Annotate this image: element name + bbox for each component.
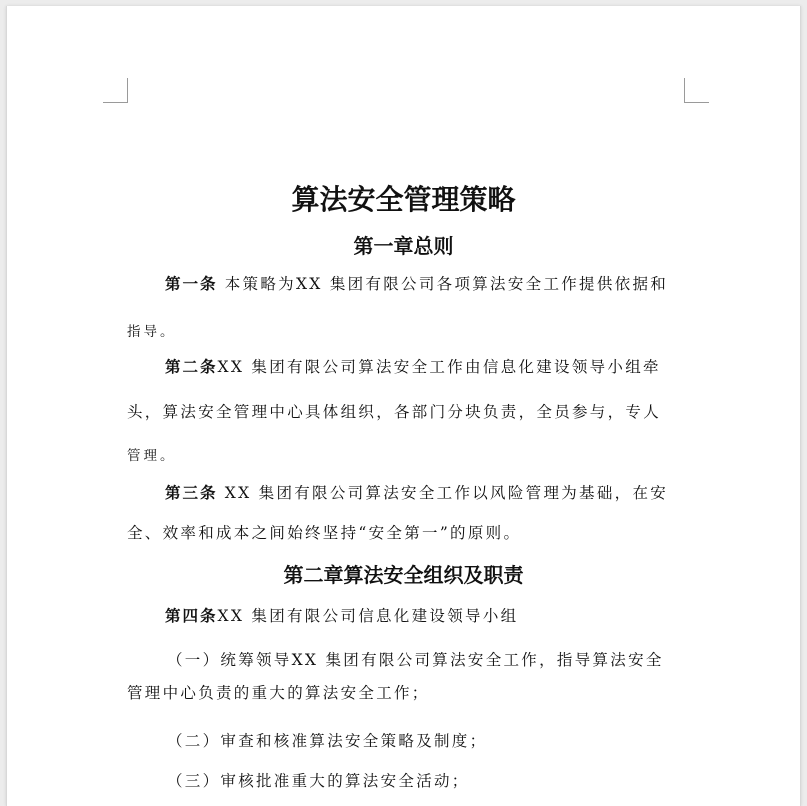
article-2-line-1: 第二条XX 集团有限公司算法安全工作由信息化建设领导小组牵 xyxy=(165,357,661,376)
document-title: 算法安全管理策略 xyxy=(291,183,516,216)
article-3-label: 第三条 xyxy=(165,483,218,502)
document-page xyxy=(6,6,801,806)
article-1-line-1: 第一条 本策略为XX 集团有限公司各项算法安全工作提供依据和 xyxy=(165,274,669,293)
article-1-line-2: 指导。 xyxy=(127,324,177,340)
item-1-line-2: 管理中心负责的重大的算法安全工作； xyxy=(127,684,430,702)
chapter-2-heading: 第二章算法安全组织及职责 xyxy=(283,563,524,587)
article-2-label: 第二条 xyxy=(165,357,218,376)
article-1-label: 第一条 xyxy=(165,274,218,293)
article-2-line-2: 头，算法安全管理中心具体组织，各部门分块负责，全员参与，专人 xyxy=(127,403,662,421)
article-4-heading: 第四条XX 集团有限公司信息化建设领导小组 xyxy=(165,606,519,625)
article-3-line-1: 第三条 XX 集团有限公司算法安全工作以风险管理为基础，在安 xyxy=(165,483,669,502)
article-4-label: 第四条 xyxy=(165,606,218,625)
article-2-line-3: 管理。 xyxy=(127,448,177,464)
crop-mark-top-right xyxy=(684,78,709,103)
item-2: （二）审查和核准算法安全策略及制度； xyxy=(167,732,488,750)
crop-mark-top-left xyxy=(103,78,128,103)
item-3: （三）审核批准重大的算法安全活动； xyxy=(167,772,470,790)
item-1-line-1: （一）统筹领导XX 集团有限公司算法安全工作，指导算法安全 xyxy=(167,651,664,669)
chapter-1-heading: 第一章总则 xyxy=(353,234,454,258)
article-3-line-2: 全、效率和成本之间始终坚持“安全第一”的原则。 xyxy=(127,524,522,542)
